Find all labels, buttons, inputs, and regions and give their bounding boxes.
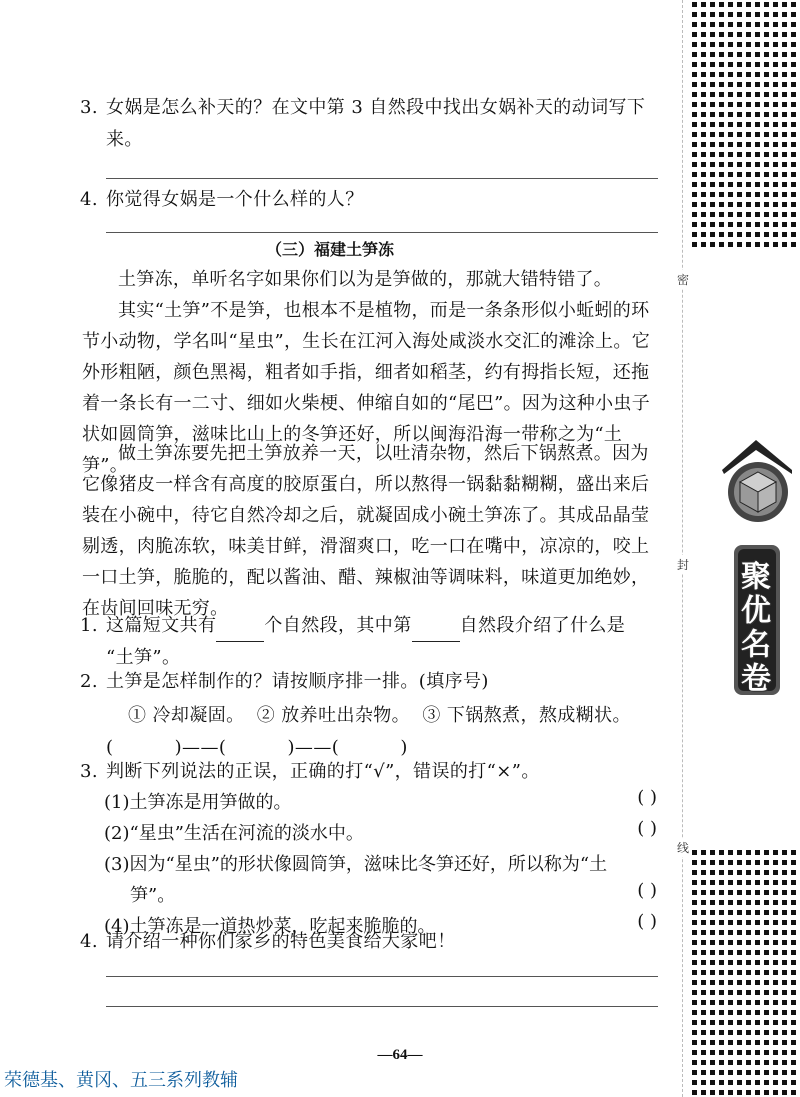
question-text-part: “土笋”。 [106, 647, 181, 668]
brand-title: 聚优名卷 [735, 560, 770, 696]
article-paragraph-2: 其实“土笋”不是笋，也根本不是植物，而是一条条形似小蚯蚓的环节小动物，学名叫“星虫”，生长在江河入海处咸淡水交汇的滩涂上。它外形粗陋，颜色黑褐，粗者如手指，细者如稻茎，约有拇指长短，还拖着一条长有一二寸、细如火柴梗、伸缩自如的“尾巴”。因为这种小虫子状如圆筒笋，滋味比山上的冬笋还好，所以闽海沿海一带称之为“土笋”。 [82, 300, 651, 476]
question-number: 2. [80, 671, 98, 692]
question-text: 你觉得女娲是一个什么样的人？ [106, 189, 364, 210]
judgement-item-2: (2)“星虫”生活在河流的淡水中。 [104, 823, 364, 844]
question-number: 4. [80, 189, 98, 210]
question-text: 判断下列说法的正误，正确的打“√”，错误的打“×”。 [106, 761, 540, 782]
blank-paragraph-index[interactable] [412, 621, 460, 642]
answer-line[interactable] [106, 1006, 658, 1007]
question-text: 请介绍一种你们家乡的特色美食给大家吧！ [106, 931, 456, 952]
binding-line [682, 0, 683, 1097]
answer-line[interactable] [106, 178, 658, 179]
sequence-answer[interactable]: ( )——( )——( ) [106, 737, 408, 758]
judgement-answer-4[interactable]: ( ) [637, 911, 657, 932]
judgement-answer-3[interactable]: ( ) [637, 880, 657, 901]
sequence-options: ① 冷却凝固。 ② 放养吐出杂物。 ③ 下锅熬煮，熬成糊状。 [128, 705, 631, 726]
publisher-label: 荣德基、黄冈、五三系列教辅 [4, 1070, 238, 1091]
dot-pattern-top [690, 0, 796, 250]
question-text: 土笋是怎样制作的？请按顺序排一排。(填序号) [106, 671, 489, 692]
answer-line[interactable] [106, 976, 658, 977]
question-text-part: 个自然段，其中第 [264, 615, 412, 636]
dot-pattern-bottom [690, 848, 796, 1097]
binding-label-feng: 封 [677, 555, 689, 574]
cube-logo-icon [712, 430, 800, 540]
question-text-part: 自然段介绍了什么是 [459, 615, 626, 636]
judgement-item-3-cont: 笋”。 [130, 885, 176, 906]
binding-label-xian: 线 [677, 838, 689, 857]
question-number: 3. [80, 761, 98, 782]
question-text: 女娲是怎么补天的？在文中第 3 自然段中找出女娲补天的动词写下来。 [106, 97, 646, 150]
question-number: 1. [80, 615, 98, 636]
article-paragraph-3: 做土笋冻要先把土笋放养一天，以吐清杂物，然后下锅熬煮。因为它像猪皮一样含有高度的胶原蛋白，所以熬得一锅黏黏糊糊，盛出来后装在小碗中，待它自然冷却之后，就凝固成小碗土笋冻了。其成品晶莹剔透，肉脆冻软，味美甘鲜，滑溜爽口，吃一口在嘴中，凉凉的，咬上一口土笋，脆脆的，配以酱油、醋、辣椒油等调味料，味道更加绝妙，在齿间回味无穷。 [82, 443, 650, 619]
judgement-item-4: (4)土笋冻是一道热炒菜，吃起来脆脆的。 [104, 916, 436, 937]
judgement-item-3: (3)因为“星虫”的形状像圆筒笋，滋味比冬笋还好，所以称为“土 [104, 854, 608, 875]
question-number: 4. [80, 931, 98, 952]
judgement-answer-1[interactable]: ( ) [637, 787, 657, 808]
article-title: （三）福建土笋冻 [265, 240, 394, 259]
question-number: 3. [80, 97, 98, 118]
article-paragraph-1: 土笋冻，单听名字如果你们以为是笋做的，那就大错特错了。 [118, 269, 613, 290]
question-text-part: 这篇短文共有 [106, 615, 217, 636]
page-number: —64— [377, 1047, 423, 1063]
blank-paragraph-count[interactable] [216, 621, 264, 642]
judgement-answer-2[interactable]: ( ) [637, 818, 657, 839]
judgement-item-1: (1)土笋冻是用笋做的。 [104, 792, 292, 813]
answer-line[interactable] [106, 232, 658, 233]
binding-label-mi: 密 [677, 270, 689, 289]
